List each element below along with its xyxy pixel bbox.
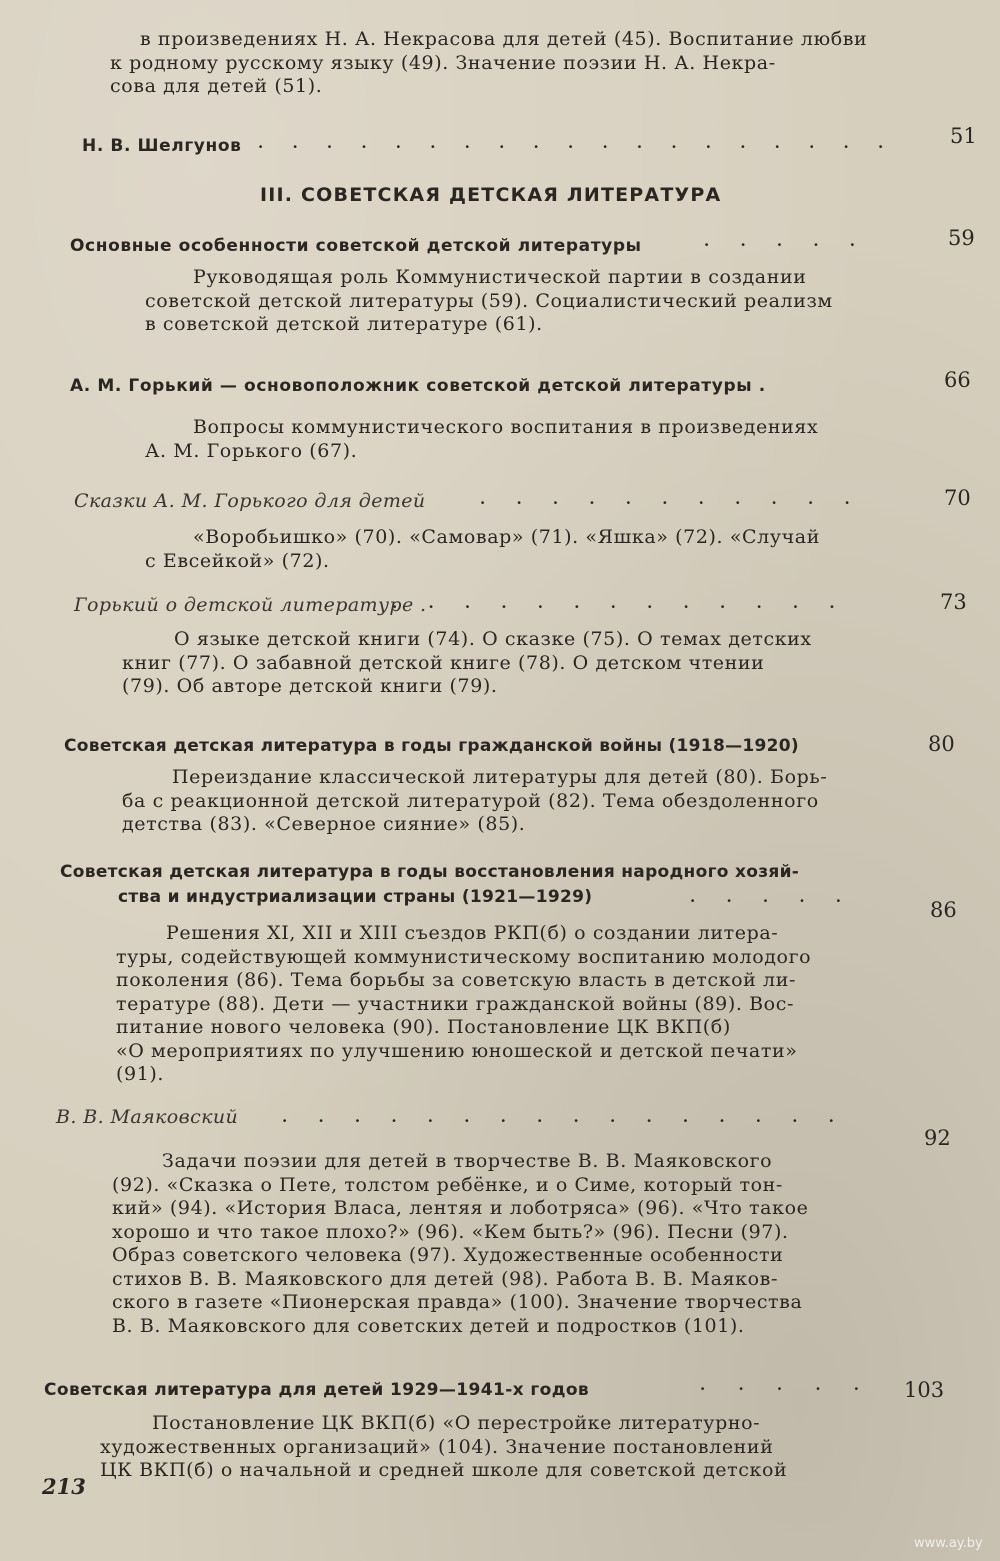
description-line: сова для детей (51).: [110, 75, 323, 97]
toc-description: [116, 922, 811, 1087]
toc-heading: Основные особенности советской детской литературы: [70, 236, 642, 256]
watermark: www.ay.by: [914, 1536, 983, 1551]
leader-dots: . . . . . . . . . . . . .: [392, 594, 848, 612]
section-title: III. СОВЕТСКАЯ ДЕТСКАЯ ЛИТЕРАТУРА: [260, 184, 722, 206]
description-line: «О мероприятиях по улучшению юношеской и детской печати»: [116, 1039, 798, 1062]
leader-dots: . . . . . . . . . . .: [480, 490, 863, 508]
description-line: О языке детской книги (74). О сказке (75). О темах детских: [174, 628, 812, 650]
toc-description: [112, 1150, 808, 1338]
description-line: В. В. Маяковского для советских детей и подростков (101).: [112, 1314, 745, 1337]
description-line: книг (77). О забавной детской книге (78). О детском чтении: [122, 651, 765, 674]
page-number: 92: [924, 1126, 951, 1150]
description-line: Решения XI, XII и XIII съездов РКП(б) о создании литера-: [166, 922, 779, 944]
description-line: питание нового человека (90). Постановление ЦК ВКП(б): [116, 1016, 731, 1038]
page-number: 59: [948, 226, 975, 250]
description-line: Переиздание классической литературы для детей (80). Борь-: [172, 766, 828, 788]
page-footer-number: 213: [42, 1474, 86, 1499]
description-line: с Евсейкой» (72).: [145, 549, 330, 572]
page-number: 51: [950, 124, 977, 148]
page-number: 73: [940, 590, 967, 614]
heading-line: Советская детская литература в годы восстановления народного хозяй-: [60, 862, 800, 882]
description-line: советской детской литературы (59). Социалистический реализм: [145, 289, 833, 312]
leader-dots: . . . . . . . . . . . . . . . .: [282, 1108, 847, 1126]
toc-description: [145, 416, 818, 463]
description-line: Задачи поэзии для детей в творчестве В. В. Маяковского: [162, 1150, 773, 1172]
page-number: 86: [930, 898, 957, 922]
toc-heading: Горький о детской литературе .: [74, 594, 427, 616]
intro-description: [110, 28, 868, 99]
description-line: Вопросы коммунистического воспитания в произведениях: [193, 416, 819, 438]
page-number: 80: [928, 732, 955, 756]
leader-dots: . . . . .: [700, 1376, 873, 1394]
description-line: в произведениях Н. А. Некрасова для детей (45). Воспитание любви: [140, 28, 868, 50]
description-line: (92). «Сказка о Пете, толстом ребёнке, и о Симе, который тон-: [112, 1173, 783, 1196]
page-number: 66: [944, 368, 971, 392]
description-line: Руководящая роль Коммунистической партии в создании: [193, 266, 807, 288]
leader-dots: . . . . .: [690, 888, 854, 906]
description-line: кий» (94). «История Власа, лентяя и лоботряса» (96). «Что такое: [112, 1197, 809, 1219]
toc-description: [145, 266, 833, 337]
toc-description: [122, 766, 827, 837]
toc-heading-shelgunov: Н. В. Шелгунов: [82, 136, 242, 156]
description-line: поколения (86). Тема борьбы за советскую власть в детской ли-: [116, 969, 796, 991]
toc-description: [122, 628, 812, 699]
description-line: туры, содействующей коммунистическому воспитанию молодого: [116, 945, 812, 968]
toc-heading: Сказки А. М. Горького для детей: [74, 490, 426, 512]
toc-heading: Советская детская литература в годы гражданской войны (1918—1920): [64, 736, 799, 756]
description-line: детства (83). «Северное сияние» (85).: [122, 813, 526, 835]
description-line: хорошо и что такое плохо?» (96). «Кем быть?» (96). Песни (97).: [112, 1220, 789, 1243]
description-line: ба с реакционной детской литературой (82). Тема обездоленного: [122, 789, 819, 812]
page-number: 70: [944, 486, 971, 510]
toc-heading: [60, 860, 799, 910]
heading-line: ства и индустриализации страны (1921—1929): [118, 887, 593, 907]
toc-heading: А. М. Горький — основоположник советской детской литературы .: [70, 376, 766, 396]
leader-dots: . . . . . . . . . . . . . . . . . . .: [258, 134, 896, 152]
description-line: тературе (88). Дети — участники гражданской войны (89). Вос-: [116, 992, 794, 1015]
description-line: в советской детской литературе (61).: [145, 313, 543, 335]
description-line: ЦК ВКП(б) о начальной и средней школе для советской детской: [100, 1459, 788, 1481]
toc-heading: В. В. Маяковский: [56, 1106, 239, 1128]
description-line: (79). Об авторе детской книги (79).: [122, 675, 498, 697]
description-line: стихов В. В. Маяковского для детей (98). Работа В. В. Маяков-: [112, 1267, 778, 1290]
toc-description: [100, 1412, 787, 1483]
leader-dots: . . . . .: [704, 232, 868, 250]
description-line: «Воробьишко» (70). «Самовар» (71). «Яшка» (72). «Случай: [193, 526, 820, 548]
description-line: А. М. Горького (67).: [145, 439, 358, 462]
description-line: Постановление ЦК ВКП(б) «О перестройке литературно-: [152, 1412, 761, 1434]
description-line: ского в газете «Пионерская правда» (100). Значение творчества: [112, 1291, 803, 1313]
toc-heading: Советская литература для детей 1929—1941-х годов: [44, 1380, 590, 1400]
description-line: к родному русскому языку (49). Значение поэзии Н. А. Некра-: [110, 51, 776, 74]
description-line: (91).: [116, 1063, 165, 1085]
description-line: Образ советского человека (97). Художественные особенности: [112, 1244, 784, 1266]
toc-description: [145, 526, 820, 573]
description-line: художественных организаций» (104). Значение постановлений: [100, 1435, 774, 1458]
page-number: 103: [904, 1378, 945, 1402]
